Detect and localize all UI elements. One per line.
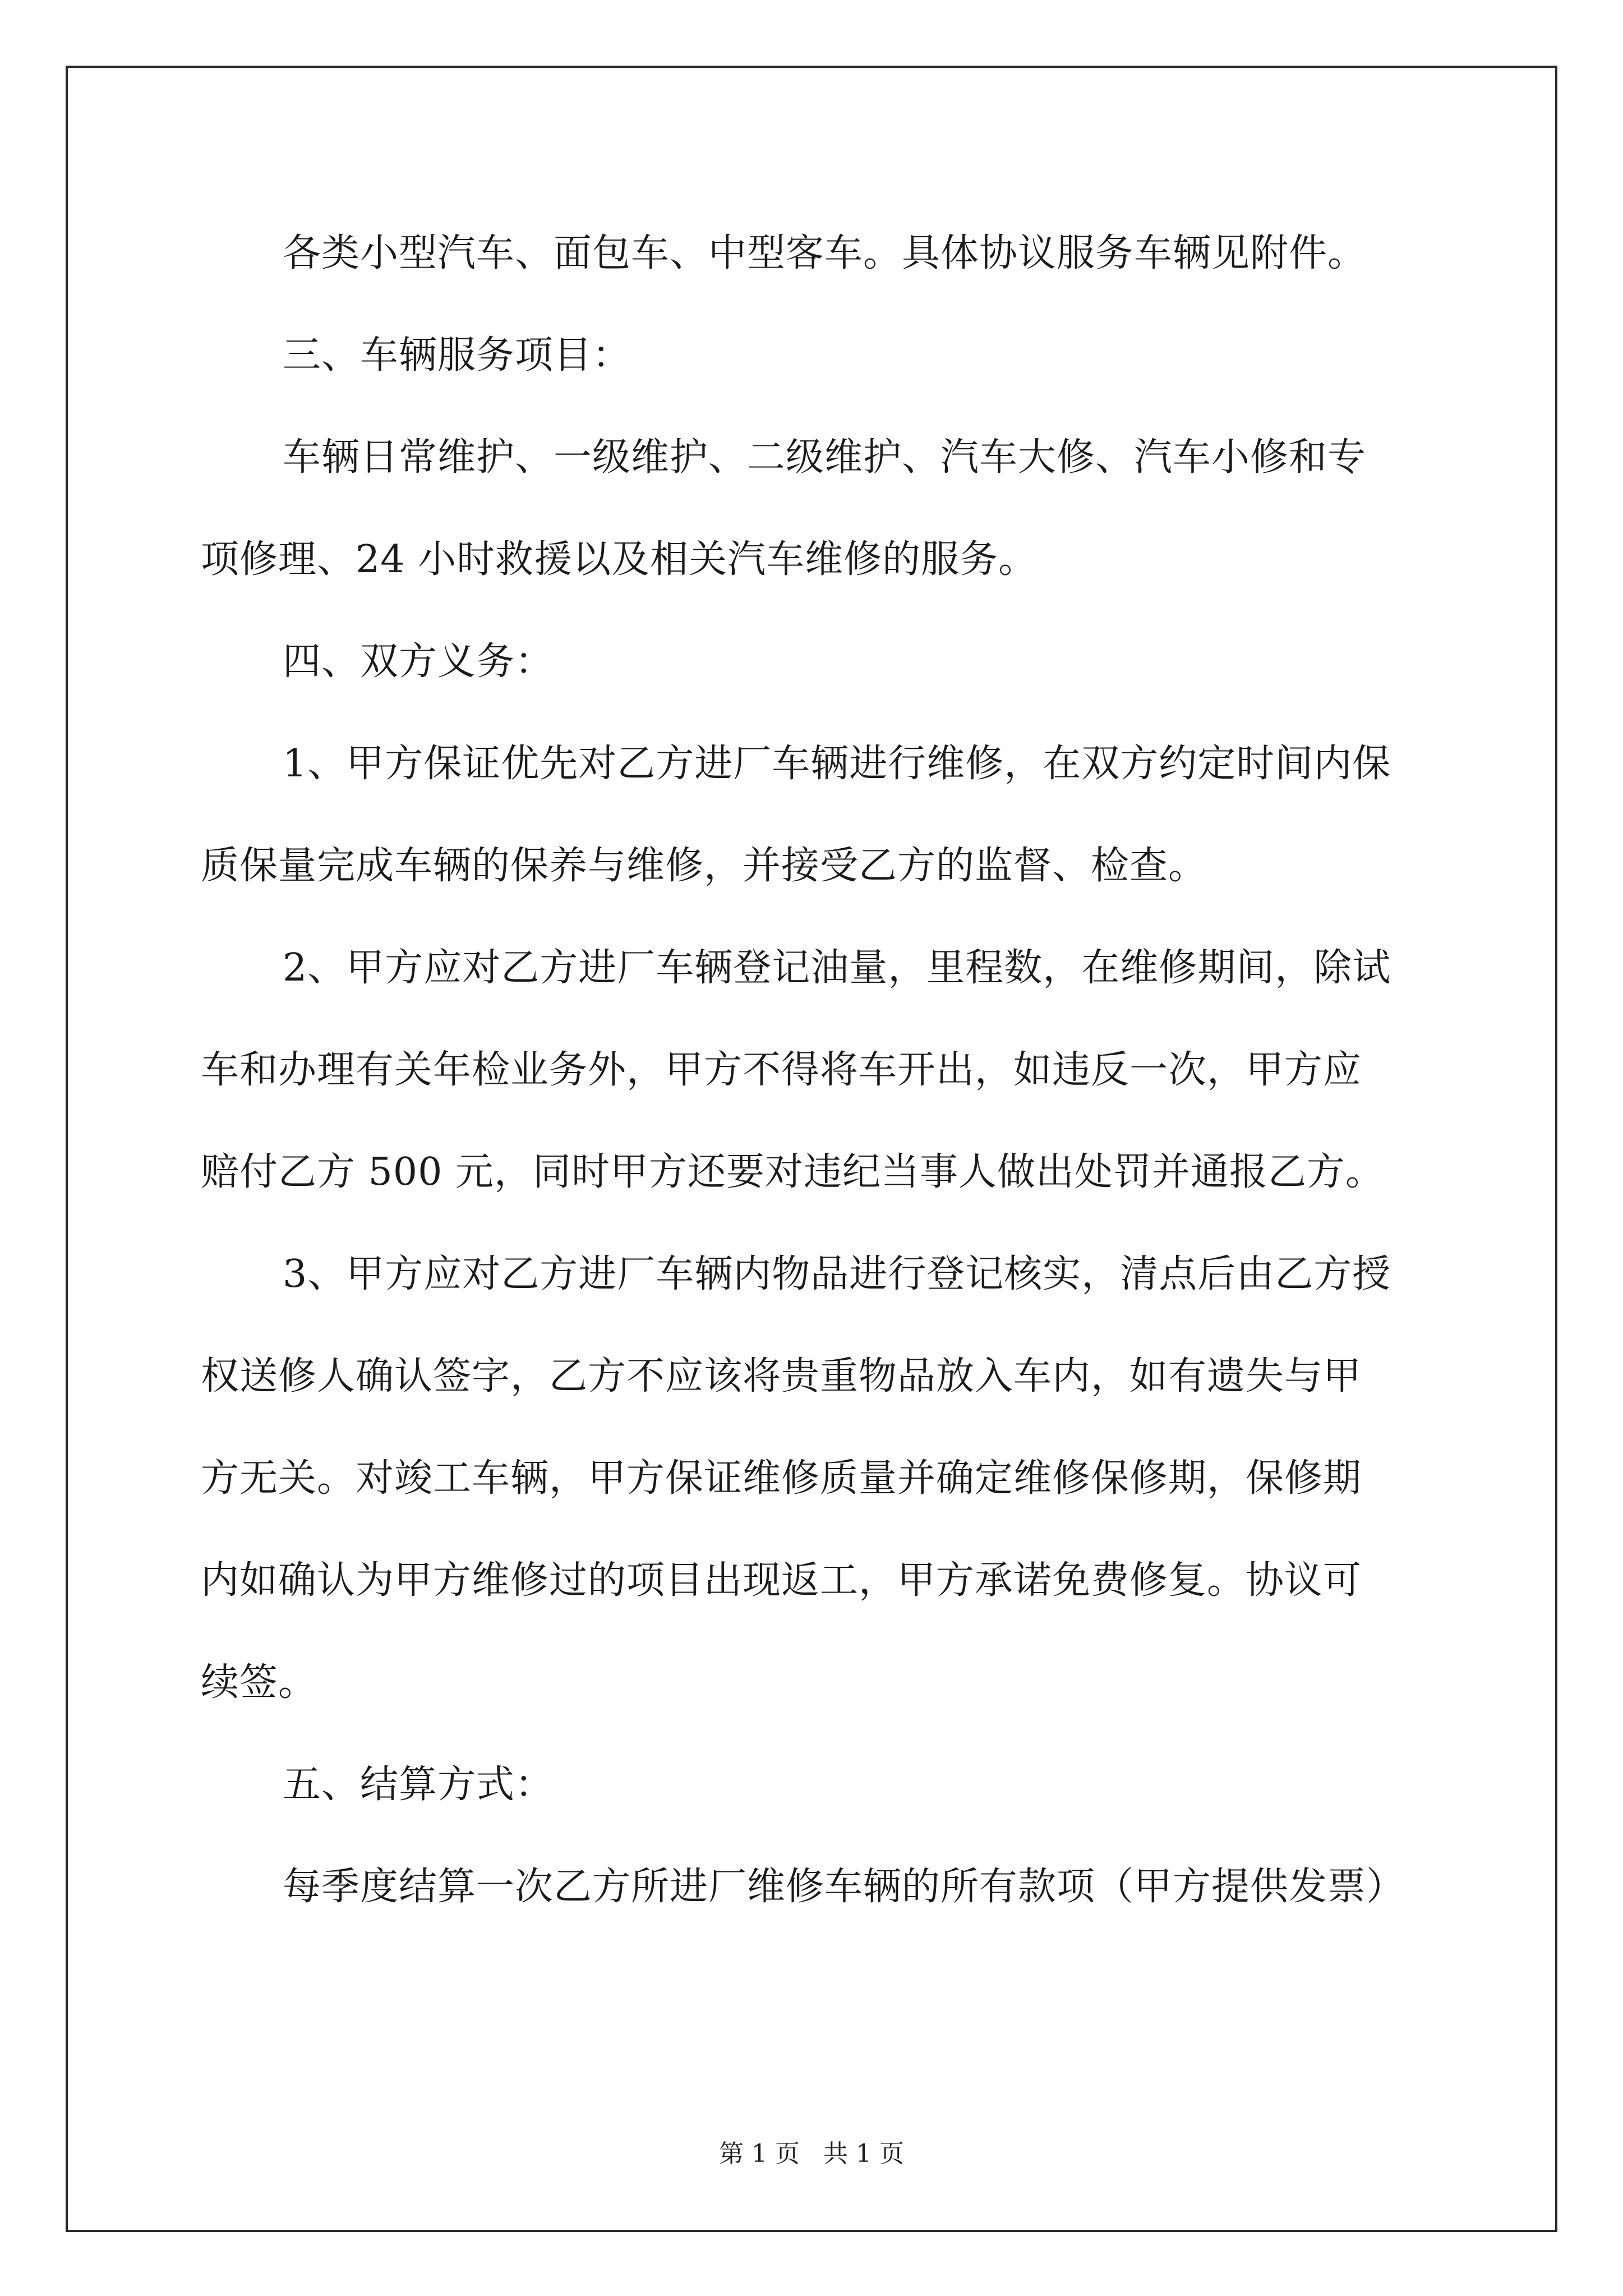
text-line: 3、甲方应对乙方进厂车辆内物品进行登记核实，清点后由乙方授 bbox=[283, 1252, 1391, 1296]
text-line: 方无关。对竣工车辆，甲方保证维修质量并确定维修保修期，保修期 bbox=[201, 1456, 1362, 1501]
text-line: 内如确认为甲方维修过的项目出现返工，甲方承诺免费修复。协议可 bbox=[201, 1558, 1362, 1603]
page-number-footer: 第 1 页 共 1 页 bbox=[719, 2139, 904, 2168]
text-line: 项修理、24 小时救援以及相关汽车维修的服务。 bbox=[201, 537, 1038, 582]
text-line: 各类小型汽车、面包车、中型客车。具体协议服务车辆见附件。 bbox=[283, 231, 1367, 275]
section-heading: 四、双方义务： bbox=[283, 639, 554, 684]
text-line: 质保量完成车辆的保养与维修，并接受乙方的监督、检查。 bbox=[201, 844, 1207, 888]
text-line: 续签。 bbox=[201, 1660, 317, 1705]
text-line: 车辆日常维护、一级维护、二级维护、汽车大修、汽车小修和专 bbox=[283, 435, 1367, 480]
text-line: 每季度结算一次乙方所进厂维修车辆的所有款项（甲方提供发票） bbox=[283, 1865, 1405, 1909]
text-line: 权送修人确认签字，乙方不应该将贵重物品放入车内，如有遗失与甲 bbox=[201, 1354, 1362, 1398]
text-line: 车和办理有关年检业务外，甲方不得将车开出，如违反一次，甲方应 bbox=[201, 1048, 1362, 1092]
text-line: 赔付乙方 500 元，同时甲方还要对违纪当事人做出处罚并通报乙方。 bbox=[201, 1150, 1385, 1194]
section-heading: 三、车辆服务项目： bbox=[283, 333, 631, 378]
section-heading: 五、结算方式： bbox=[283, 1763, 554, 1807]
text-line: 1、甲方保证优先对乙方进厂车辆进行维修，在双方约定时间内保 bbox=[283, 742, 1391, 786]
text-line: 2、甲方应对乙方进厂车辆登记油量，里程数，在维修期间，除试 bbox=[283, 946, 1391, 990]
